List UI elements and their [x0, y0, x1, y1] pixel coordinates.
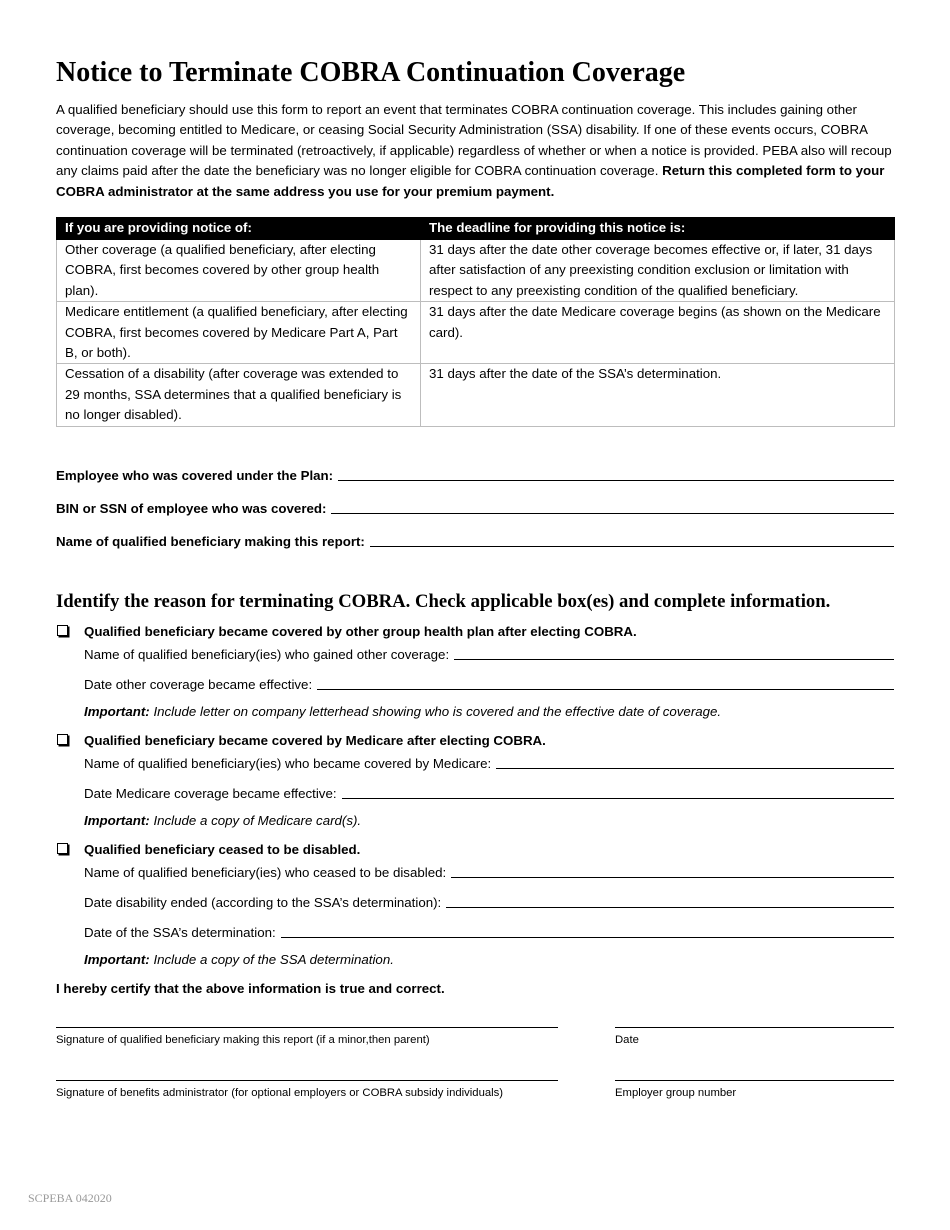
checkbox-disability[interactable] — [57, 843, 68, 854]
reason-heading: Identify the reason for terminating COBRA. Check applicable box(es) and complete information. — [56, 590, 831, 612]
reason-title: Qualified beneficiary ceased to be disabled. — [84, 841, 361, 857]
beneficiary-signature-line[interactable] — [56, 1017, 558, 1028]
beneficiary-field — [56, 529, 894, 549]
employee-info-section — [56, 463, 894, 549]
employer-group-line[interactable] — [615, 1070, 894, 1081]
reason-disability — [56, 840, 894, 970]
important-label: Important: — [84, 951, 150, 967]
reason-other-coverage — [56, 622, 894, 722]
employee-input-line[interactable] — [338, 466, 894, 481]
signature-row-beneficiary — [56, 1017, 894, 1048]
important-note — [84, 950, 894, 970]
certification-statement: I hereby certify that the above information is true and correct. — [56, 980, 445, 996]
medicare-names-input-line[interactable] — [496, 754, 894, 769]
ssa-determination-date-input-line[interactable] — [281, 923, 894, 938]
field-label: Date Medicare coverage became effective: — [84, 785, 337, 801]
administrator-signature-block — [56, 1070, 558, 1101]
beneficiary-signature-caption: Signature of qualified beneficiary making this report (if a minor,then parent) — [56, 1033, 430, 1046]
field-label: Name of qualified beneficiary(ies) who ceased to be disabled: — [84, 864, 447, 880]
important-label: Important: — [84, 703, 150, 719]
table-row — [57, 302, 895, 364]
table-header-row — [57, 218, 895, 240]
date-block — [615, 1017, 894, 1048]
table-row — [57, 364, 895, 426]
field-label: Name of qualified beneficiary(ies) who became covered by Medicare: — [84, 755, 492, 771]
other-coverage-date-field — [84, 672, 894, 692]
reason-title: Qualified beneficiary became covered by other group health plan after electing COBRA. — [84, 623, 637, 639]
reason-medicare — [56, 731, 894, 831]
important-text: Include letter on company letterhead showing who is covered and the effective date of coverage. — [149, 703, 722, 719]
table-header-notice: If you are providing notice of: — [57, 218, 421, 240]
employee-field — [56, 463, 894, 483]
reason-title: Qualified beneficiary became covered by Medicare after electing COBRA. — [84, 732, 546, 748]
administrator-signature-line[interactable] — [56, 1070, 558, 1081]
employer-group-block — [615, 1070, 894, 1101]
field-label: Date of the SSA’s determination: — [84, 924, 276, 940]
table-cell-deadline: 31 days after the date other coverage becomes effective or, if later, 31 days after satisfaction of any preexisting condition exclusion or limitation with respect to any preexisting condition of the qualified beneficiary. — [421, 240, 895, 302]
field-label: Name of qualified beneficiary(ies) who gained other coverage: — [84, 646, 450, 662]
page-title: Notice to Terminate COBRA Continuation Coverage — [56, 57, 686, 88]
form-page — [56, 56, 894, 1101]
other-coverage-names-field — [84, 642, 894, 662]
table-row — [57, 240, 895, 302]
beneficiary-label: Name of qualified beneficiary making this report: — [56, 533, 365, 549]
disability-names-field — [84, 860, 894, 880]
other-coverage-date-input-line[interactable] — [317, 675, 894, 690]
bin-ssn-input-line[interactable] — [331, 499, 894, 514]
important-label: Important: — [84, 812, 150, 828]
signature-row-administrator — [56, 1070, 894, 1101]
footer-form-code: SCPEBA 042020 — [28, 1191, 112, 1205]
disability-end-date-field — [84, 890, 894, 910]
table-header-deadline: The deadline for providing this notice is: — [421, 218, 895, 240]
intro-text: A qualified beneficiary should use this form to report an event that terminates COBRA continuation coverage. This includes gaining other coverage, becoming entitled to Medicare, or ceasing Social Security Administration (SSA) disability. If one of these events occurs, COBRA continuation coverage will be terminated (retroactively, if applicable) regardless of whether or when a notice is provided. PEBA also will recoup any claims paid after the date the beneficiary was no longer eligible for COBRA continuation coverage. — [56, 102, 892, 179]
table-cell-deadline: 31 days after the date of the SSA’s determination. — [421, 364, 895, 426]
checkbox-other-coverage[interactable] — [57, 625, 68, 636]
administrator-signature-caption: Signature of benefits administrator (for optional employers or COBRA subsidy individuals) — [56, 1086, 504, 1099]
employer-group-caption: Employer group number — [615, 1086, 737, 1099]
important-text: Include a copy of Medicare card(s). — [149, 812, 362, 828]
deadline-table — [56, 217, 895, 427]
other-coverage-names-input-line[interactable] — [454, 645, 894, 660]
disability-end-date-input-line[interactable] — [446, 893, 894, 908]
employee-label: Employee who was covered under the Plan: — [56, 467, 334, 483]
medicare-names-field — [84, 751, 894, 771]
medicare-date-field — [84, 781, 894, 801]
table-cell-event: Other coverage (a qualified beneficiary, after electing COBRA, first becomes covered by other group health plan). — [57, 240, 421, 302]
table-cell-deadline: 31 days after the date Medicare coverage begins (as shown on the Medicare card). — [421, 302, 895, 364]
intro-bold-instruction: Return this completed form to your COBRA administrator at the same address you use for your premium payment. — [56, 163, 885, 199]
beneficiary-signature-block — [56, 1017, 558, 1048]
important-note — [84, 702, 894, 722]
field-label: Date disability ended (according to the SSA’s determination): — [84, 894, 442, 910]
date-caption: Date — [615, 1033, 639, 1046]
table-cell-event: Medicare entitlement (a qualified beneficiary, after electing COBRA, first becomes covered by Medicare Part A, Part B, or both). — [57, 302, 421, 364]
table-cell-event: Cessation of a disability (after coverage was extended to 29 months, SSA determines that a qualified beneficiary is no longer disabled). — [57, 364, 421, 426]
important-text: Include a copy of the SSA determination. — [149, 951, 394, 967]
beneficiary-input-line[interactable] — [370, 532, 894, 547]
intro-paragraph — [56, 100, 894, 202]
medicare-date-input-line[interactable] — [342, 784, 894, 799]
bin-ssn-field — [56, 496, 894, 516]
field-label: Date other coverage became effective: — [84, 676, 313, 692]
date-line[interactable] — [615, 1017, 894, 1028]
ssa-determination-date-field — [84, 920, 894, 940]
bin-ssn-label: BIN or SSN of employee who was covered: — [56, 500, 327, 516]
disability-names-input-line[interactable] — [451, 863, 894, 878]
important-note — [84, 811, 894, 831]
checkbox-medicare[interactable] — [57, 734, 68, 745]
